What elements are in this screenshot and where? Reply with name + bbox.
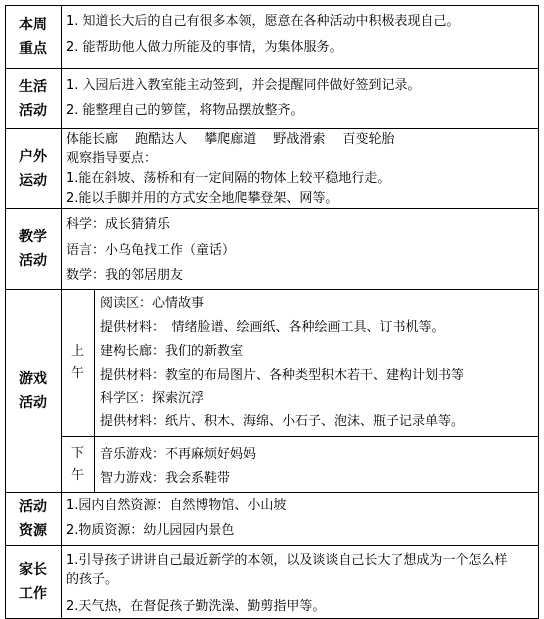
category-cell <box>5 209 61 289</box>
category-label: 游戏活动 <box>19 371 47 411</box>
row-divider <box>5 128 539 129</box>
outdoor-guide-heading: 观察指导要点： <box>66 151 158 166</box>
outdoor-item: 1.能在斜坡、荡桥和有一定间隔的物体上较平稳地行走。 <box>66 171 391 186</box>
game-line: 提供材料：教室的布局图片、各种类型积木若干、建构计划书等 <box>100 368 465 383</box>
outdoor-item: 2.能以手脚并用的方式安全地爬攀登架、网等。 <box>66 191 339 206</box>
category-cell <box>5 290 61 492</box>
game-line: 阅读区：心情故事 <box>100 296 205 311</box>
focus-item: 1. 知道长大后的自己有很多本领，愿意在各种活动中积极表现自己。 <box>66 14 460 29</box>
category-cell <box>5 6 61 68</box>
category-cell <box>5 129 61 208</box>
game-line: 建构长廊：我们的新教室 <box>100 344 244 359</box>
table-border-right <box>538 5 539 619</box>
category-label: 教学活动 <box>19 229 47 269</box>
category-label: 活动资源 <box>19 499 47 539</box>
row-divider <box>5 492 539 493</box>
row-divider <box>5 68 539 69</box>
session-cell <box>61 437 94 492</box>
outdoor-venues: 体能长廊 跑酷达人 攀爬廊道 野战滑索 百变轮胎 <box>66 132 395 147</box>
resource-item: 2.物质资源：幼儿园园内景色 <box>66 523 235 538</box>
row-divider <box>5 208 539 209</box>
family-item: 2.天气热，在督促孩子勤洗澡、勤剪指甲等。 <box>66 599 326 614</box>
resource-item: 1.园内自然资源：自然博物馆、小山坡 <box>66 498 287 513</box>
focus-item: 2. 能帮助他人做力所能及的事情，为集体服务。 <box>66 40 343 55</box>
session-label: 上午 <box>70 344 84 381</box>
game-line: 音乐游戏：不再麻烦好妈妈 <box>100 447 257 462</box>
session-column-divider <box>94 289 95 492</box>
game-line: 提供材料： 情绪脸谱、绘画纸、各种绘画工具、订书机等。 <box>100 320 445 335</box>
game-line: 科学区：探索沉浮 <box>100 391 205 406</box>
session-cell <box>61 290 94 436</box>
category-label: 家长工作 <box>19 562 47 602</box>
category-cell <box>5 546 61 618</box>
table-border-top <box>5 5 539 6</box>
teaching-item: 科学：成长猜猜乐 <box>66 217 171 232</box>
life-item: 2. 能整理自己的箩筐，将物品摆放整齐。 <box>66 103 304 118</box>
teaching-item: 数学：我的邻居朋友 <box>66 268 184 283</box>
category-label: 生活活动 <box>19 78 47 119</box>
category-label: 本周重点 <box>19 17 47 57</box>
row-divider <box>5 545 539 546</box>
category-cell <box>5 493 61 545</box>
family-item: 1.引导孩子讲讲自己最近新学的本领，以及谈谈自己长大了想成为一个怎么样的孩子。 <box>66 553 508 587</box>
life-item: 1. 入园后进入教室能主动签到，并会提醒同伴做好签到记录。 <box>66 78 421 93</box>
category-cell <box>5 69 61 128</box>
session-divider <box>61 436 539 437</box>
category-label: 户外运动 <box>19 148 47 189</box>
game-line: 提供材料：纸片、积木、海绵、小石子、泡沫、瓶子记录单等。 <box>100 414 465 429</box>
game-line: 智力游戏：我会系鞋带 <box>100 471 231 486</box>
teaching-item: 语言：小乌龟找工作（童话） <box>66 243 236 258</box>
session-label: 下午 <box>70 445 84 483</box>
